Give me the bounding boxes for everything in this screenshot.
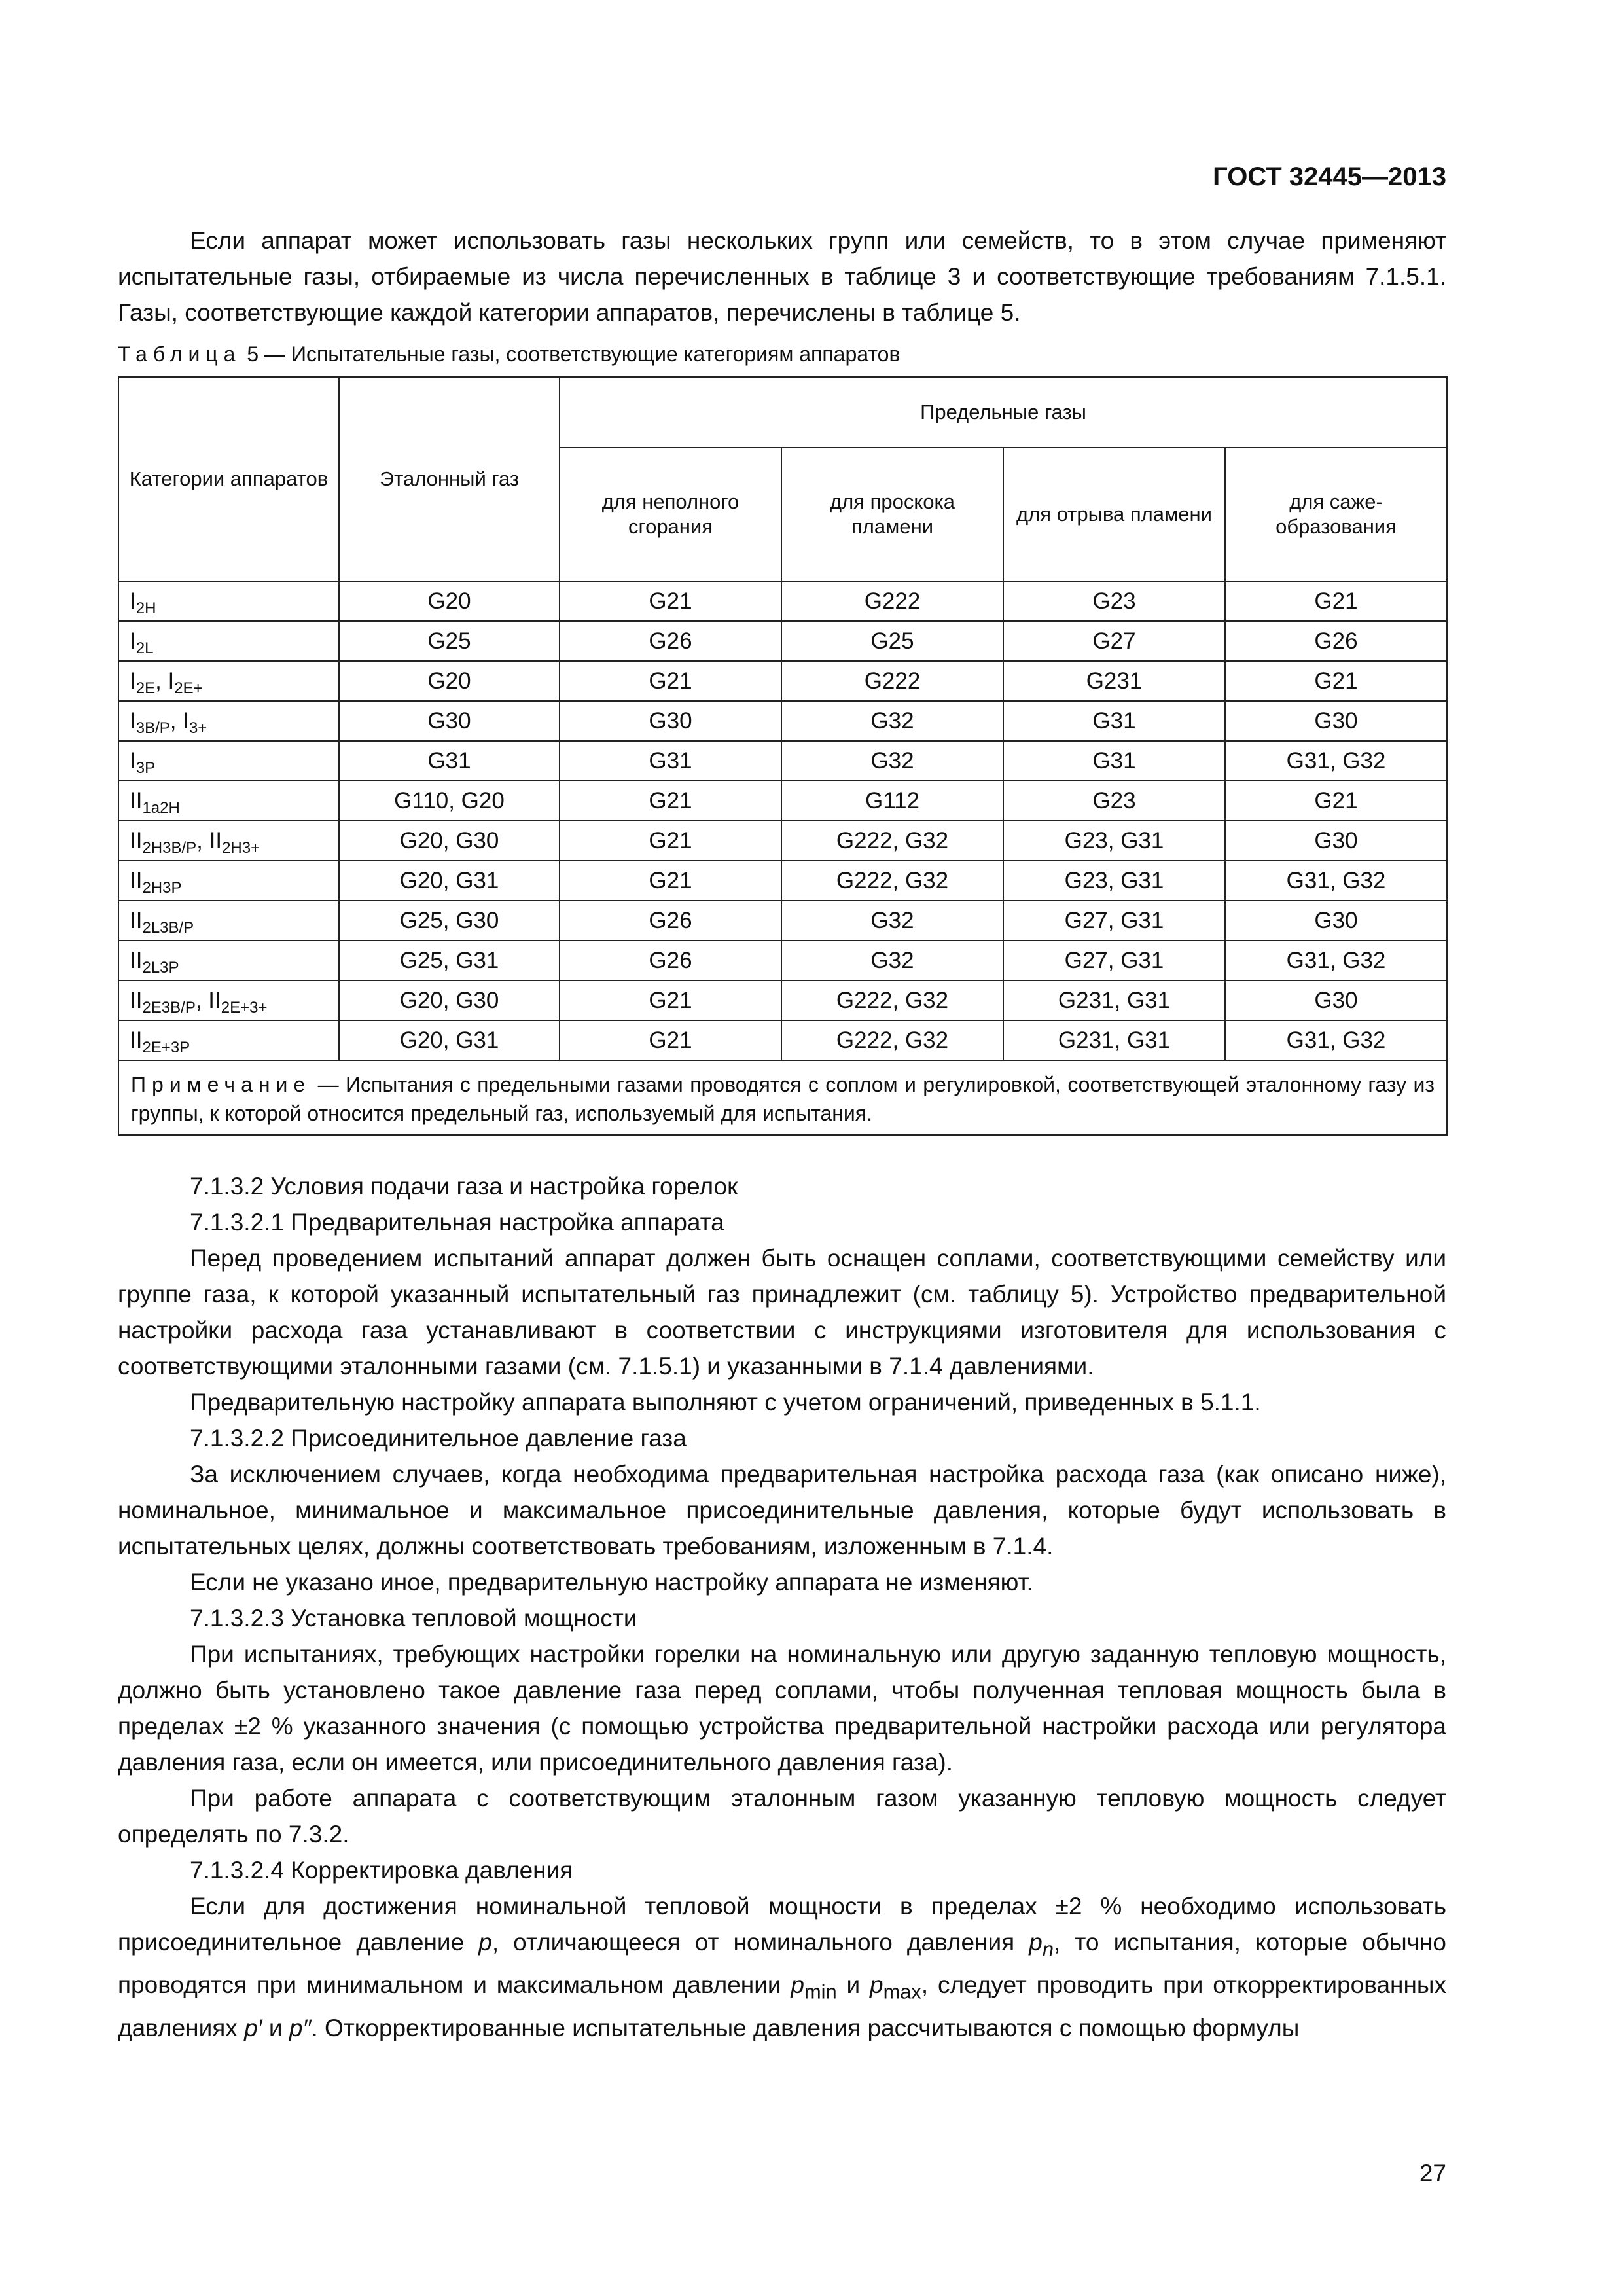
symbol-p-double-prime: p″ <box>289 2014 312 2041</box>
symbol-p-prime: p′ <box>244 2014 262 2041</box>
subsection-heading: 7.1.3.2.1 Предварительная настройка аппарата <box>190 1209 724 1236</box>
cell-flame-lift: G31 <box>1003 701 1225 741</box>
cell-flame-lift: G231 <box>1003 661 1225 701</box>
symbol-pmin: p <box>791 1971 804 1999</box>
cell-soot: G21 <box>1225 661 1447 701</box>
category-base: II <box>130 787 143 814</box>
header-soot: для саже-образования <box>1225 448 1447 581</box>
symbol-pn: p <box>1029 1929 1043 1956</box>
intro-paragraph: Если аппарат может использовать газы нескольких групп или семейств, то в этом случае применяют испытательные газы, отбираемые из числа перечисленных в таблице 3 и соответствующие требованиям 7.1.5.1. Газы, соответствующие каждой категории аппаратов, перечислены в таблице 5. <box>118 227 1446 326</box>
category-separator: , <box>195 987 209 1013</box>
symbol-pmin-sub: min <box>804 1980 837 2003</box>
cell-incomplete-combustion: G21 <box>560 861 781 901</box>
gas-table <box>118 376 1448 1136</box>
cell-flashback: G222, G32 <box>781 821 1003 861</box>
cell-flame-lift: G27 <box>1003 621 1225 661</box>
category-subscript: 3P <box>135 759 156 777</box>
cell-flame-lift: G231, G31 <box>1003 1020 1225 1060</box>
header-reference-gas: Эталонный газ <box>339 377 560 581</box>
table-row <box>118 741 1447 781</box>
table-caption-label: Таблица <box>118 342 241 366</box>
table-row <box>118 1020 1447 1060</box>
text-run: Если для достижения номинальной тепловой мощности в пределах ±2 % необходимо использовать присоединительное давление <box>118 1893 1446 1956</box>
cell-reference-gas: G25 <box>339 621 560 661</box>
cell-reference-gas: G110, G20 <box>339 781 560 821</box>
category-subscript: 2L3P <box>142 958 179 977</box>
cell-category <box>118 861 339 901</box>
cell-incomplete-combustion: G21 <box>560 1020 781 1060</box>
cell-soot: G30 <box>1225 901 1447 941</box>
cell-flame-lift: G23, G31 <box>1003 821 1225 861</box>
table-row <box>118 941 1447 980</box>
paragraph: Если не указано иное, предварительную настройку аппарата не изменяют. <box>190 1569 1033 1596</box>
note-text: — Испытания с предельными газами проводятся с соплом и регулировкой, соответствующей эталонному газу из группы, к которой относится предельный газ, используемый для испытания. <box>131 1073 1435 1125</box>
text-run: . Откорректированные испытательные давления рассчитываются с помощью формулы <box>311 2014 1300 2041</box>
cell-incomplete-combustion: G26 <box>560 621 781 661</box>
cell-flashback: G222, G32 <box>781 861 1003 901</box>
subsection-heading: 7.1.3.2.2 Присоединительное давление газа <box>190 1425 687 1452</box>
category-base: II <box>130 987 143 1013</box>
table-body <box>118 581 1447 1060</box>
cell-category <box>118 980 339 1020</box>
cell-category <box>118 661 339 701</box>
table-row <box>118 621 1447 661</box>
cell-reference-gas: G31 <box>339 741 560 781</box>
symbol-pmax-sub: max <box>883 1980 921 2003</box>
category-base: II <box>130 1027 143 1053</box>
paragraph: При испытаниях, требующих настройки горелки на номинальную или другую заданную тепловую мощность, должно быть установлено такое давление газа перед соплами, чтобы полученная тепловая мощность была в пределах ±2 % указанного значения (с помощью устройства предварительной настройки расхода или регулятора давления газа, если он имеется, или присоединительного давления газа). <box>118 1641 1446 1776</box>
cell-soot: G31, G32 <box>1225 941 1447 980</box>
document-id: ГОСТ 32445—2013 <box>1213 162 1446 191</box>
table-note <box>118 1060 1447 1135</box>
paragraph: Предварительную настройку аппарата выполняют с учетом ограничений, приведенных в 5.1.1. <box>190 1389 1261 1416</box>
cell-reference-gas: G20, G31 <box>339 861 560 901</box>
text-run: , следует проводить при откорректированных давлениях <box>118 1971 1446 2041</box>
cell-soot: G31, G32 <box>1225 741 1447 781</box>
cell-incomplete-combustion: G21 <box>560 661 781 701</box>
category-subscript: 2L <box>135 639 154 657</box>
category-base: II <box>130 907 143 933</box>
cell-category <box>118 701 339 741</box>
cell-reference-gas: G20, G30 <box>339 980 560 1020</box>
cell-reference-gas: G20, G30 <box>339 821 560 861</box>
category-subscript: 2E+3+ <box>221 998 268 1016</box>
cell-category <box>118 781 339 821</box>
text-run: , то испытания, которые обычно проводятся при минимальном и максимальном давлении <box>118 1929 1446 1999</box>
category-subscript: 2E+3P <box>142 1038 190 1056</box>
category-subscript: 2E3B/P <box>142 998 196 1016</box>
cell-flashback: G32 <box>781 901 1003 941</box>
cell-flashback: G222, G32 <box>781 980 1003 1020</box>
cell-category <box>118 741 339 781</box>
symbol-pn-sub: n <box>1042 1937 1054 1961</box>
cell-soot: G26 <box>1225 621 1447 661</box>
cell-category <box>118 581 339 621</box>
category-base: I <box>130 708 136 734</box>
category-subscript: 2L3B/P <box>142 918 194 937</box>
category-subscript: 2E <box>135 679 156 697</box>
table-row <box>118 661 1447 701</box>
cell-flame-lift: G27, G31 <box>1003 941 1225 980</box>
category-base: II <box>130 947 143 973</box>
category-subscript: 2E+ <box>174 679 203 697</box>
cell-reference-gas: G25, G30 <box>339 901 560 941</box>
cell-flashback: G222 <box>781 661 1003 701</box>
category-subscript: 2H3+ <box>222 838 260 857</box>
cell-soot: G30 <box>1225 821 1447 861</box>
table-caption-text: 5 — Испытательные газы, соответствующие категориям аппаратов <box>247 342 901 366</box>
category-separator: , <box>169 708 183 734</box>
cell-incomplete-combustion: G21 <box>560 581 781 621</box>
cell-flashback: G222 <box>781 581 1003 621</box>
cell-category <box>118 821 339 861</box>
category-subscript: 3B/P <box>135 719 170 737</box>
category-separator: , <box>196 827 209 853</box>
cell-soot: G31, G32 <box>1225 1020 1447 1060</box>
header-incomplete-combustion: для неполного сгорания <box>560 448 781 581</box>
cell-flashback: G25 <box>781 621 1003 661</box>
cell-flashback: G32 <box>781 941 1003 980</box>
cell-soot: G31, G32 <box>1225 861 1447 901</box>
document-page <box>118 157 1446 2046</box>
cell-reference-gas: G20 <box>339 661 560 701</box>
text-run: и <box>836 1971 870 1999</box>
cell-flame-lift: G31 <box>1003 741 1225 781</box>
paragraph: Перед проведением испытаний аппарат должен быть оснащен соплами, соответствующими семейству или группе газа, к которой указанный испытательный газ принадлежит (см. таблицу 5). Устройство предварительной настройки расхода газа устанавливают в соответствии с инструкциями изготовителя для использования с соответствующими эталонными газами (см. 7.1.5.1) и указанными в 7.1.4 давлениями. <box>118 1245 1446 1380</box>
paragraph-pressure-correction <box>118 1888 1446 2046</box>
category-separator: , <box>155 668 168 694</box>
header-limit-gases: Предельные газы <box>560 377 1447 448</box>
header-category: Категории аппаратов <box>118 377 339 581</box>
cell-reference-gas: G20 <box>339 581 560 621</box>
table-row <box>118 781 1447 821</box>
body-text <box>118 1168 1446 2046</box>
category-base: I <box>183 708 189 734</box>
category-base: II <box>208 987 221 1013</box>
category-base: I <box>130 668 136 694</box>
category-base: I <box>130 588 136 614</box>
category-subscript: 2H3B/P <box>142 838 197 857</box>
table-row <box>118 901 1447 941</box>
cell-incomplete-combustion: G26 <box>560 901 781 941</box>
category-subscript: 1a2H <box>142 798 180 817</box>
cell-flame-lift: G27, G31 <box>1003 901 1225 941</box>
section-heading: 7.1.3.2 Условия подачи газа и настройка горелок <box>190 1173 738 1200</box>
category-subscript: 2H <box>135 599 156 617</box>
subsection-heading: 7.1.3.2.4 Корректировка давления <box>190 1857 573 1884</box>
cell-flashback: G32 <box>781 741 1003 781</box>
table-row <box>118 701 1447 741</box>
cell-category <box>118 901 339 941</box>
table-caption <box>118 338 1446 370</box>
cell-flame-lift: G23 <box>1003 781 1225 821</box>
table-row <box>118 821 1447 861</box>
category-base: I <box>130 747 136 774</box>
cell-reference-gas: G20, G31 <box>339 1020 560 1060</box>
cell-flame-lift: G231, G31 <box>1003 980 1225 1020</box>
table-row <box>118 980 1447 1020</box>
cell-soot: G21 <box>1225 581 1447 621</box>
table-row <box>118 581 1447 621</box>
category-base: II <box>209 827 223 853</box>
header-flame-lift: для отрыва пламени <box>1003 448 1225 581</box>
text-run: и <box>262 2014 289 2041</box>
cell-incomplete-combustion: G21 <box>560 781 781 821</box>
cell-incomplete-combustion: G26 <box>560 941 781 980</box>
category-base: II <box>130 827 143 853</box>
subsection-heading: 7.1.3.2.3 Установка тепловой мощности <box>190 1605 637 1632</box>
category-subscript: 2H3P <box>142 878 182 897</box>
paragraph: При работе аппарата с соответствующим эталонным газом указанную тепловую мощность следует определять по 7.3.2. <box>118 1785 1446 1848</box>
text-run: , отличающееся от номинального давления <box>491 1929 1029 1956</box>
cell-category <box>118 621 339 661</box>
paragraph: За исключением случаев, когда необходима предварительная настройка расхода газа (как описано ниже), номинальное, минимальное и максимальное присоединительные давления, которые будут использовать в испытательных целях, должны соответствовать требованиям, изложенным в 7.1.4. <box>118 1461 1446 1560</box>
cell-flame-lift: G23 <box>1003 581 1225 621</box>
cell-incomplete-combustion: G21 <box>560 821 781 861</box>
cell-incomplete-combustion: G31 <box>560 741 781 781</box>
category-base: II <box>130 867 143 893</box>
cell-soot: G30 <box>1225 701 1447 741</box>
cell-reference-gas: G30 <box>339 701 560 741</box>
table-row <box>118 861 1447 901</box>
header-flashback: для проскока пламени <box>781 448 1003 581</box>
cell-flashback: G32 <box>781 701 1003 741</box>
category-subscript: 3+ <box>188 719 207 737</box>
category-base: I <box>168 668 175 694</box>
cell-flame-lift: G23, G31 <box>1003 861 1225 901</box>
cell-flashback: G112 <box>781 781 1003 821</box>
page-number: 27 <box>1419 2160 1446 2187</box>
cell-category <box>118 941 339 980</box>
cell-category <box>118 1020 339 1060</box>
cell-reference-gas: G25, G31 <box>339 941 560 980</box>
note-label: Примечание <box>131 1073 312 1096</box>
cell-incomplete-combustion: G30 <box>560 701 781 741</box>
cell-incomplete-combustion: G21 <box>560 980 781 1020</box>
symbol-pmax: p <box>870 1971 883 1999</box>
symbol-p: p <box>478 1929 492 1956</box>
cell-flashback: G222, G32 <box>781 1020 1003 1060</box>
category-base: I <box>130 628 136 654</box>
cell-soot: G21 <box>1225 781 1447 821</box>
cell-soot: G30 <box>1225 980 1447 1020</box>
